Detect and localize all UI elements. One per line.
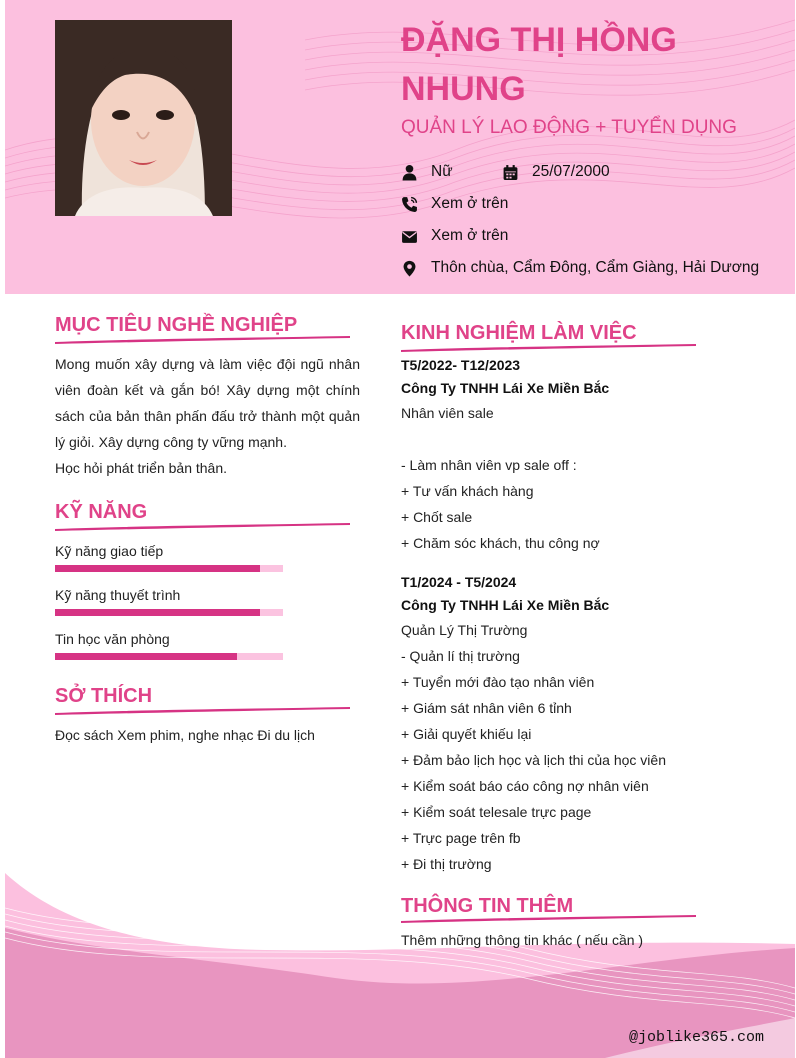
- objective-text-line2: Học hỏi phát triển bản thân.: [55, 460, 228, 476]
- job-role: Quản Lý Thị Trường: [401, 622, 528, 638]
- skill-bar-fill: [55, 653, 237, 660]
- address-row: [401, 257, 759, 279]
- job-detail: + Chốt sale: [401, 509, 473, 525]
- profile-photo: [55, 20, 232, 216]
- objective-text: Mong muốn xây dựng và làm việc đội ngũ nhân viên đoàn kết và gắn bó! Xây dựng một chính sách của bản thân phấn đấu trở thành một quản lý giỏi. Xây dựng công ty vững mạnh.: [55, 356, 360, 450]
- job-detail: + Trực page trên fb: [401, 830, 521, 846]
- skill-bar: [55, 609, 283, 616]
- email-row: [401, 225, 508, 247]
- job-detail: + Đi thị trường: [401, 856, 492, 872]
- job-detail: + Tuyển mới đào tạo nhân viên: [401, 674, 595, 690]
- phone-icon: [401, 196, 418, 213]
- hobbies-title: SỞ THÍCH: [55, 685, 153, 707]
- job-date: T1/2024 - T5/2024: [401, 574, 517, 590]
- skill-label: Kỹ năng thuyết trình: [55, 587, 181, 603]
- extra-info-text: Thêm những thông tin khác ( nếu cần ): [401, 932, 644, 948]
- skill-bar: [55, 653, 283, 660]
- skill-bar: [55, 565, 283, 572]
- job-company: Công Ty TNHH Lái Xe Miền Bắc: [401, 597, 610, 613]
- extra-info-title: THÔNG TIN THÊM: [401, 895, 574, 917]
- job-detail: + Đảm bảo lịch học và lịch thi của học viên: [401, 752, 666, 768]
- job-company: Công Ty TNHH Lái Xe Miền Bắc: [401, 380, 610, 396]
- desired-position: QUẢN LÝ LAO ĐỘNG + TUYỂN DỤNG: [401, 117, 737, 138]
- hobbies-underline: [55, 705, 350, 717]
- envelope-icon: [401, 228, 418, 245]
- job-detail: + Kiểm soát telesale trực page: [401, 804, 592, 820]
- experience-underline: [401, 342, 696, 354]
- skill-label: Kỹ năng giao tiếp: [55, 543, 164, 559]
- job-detail: + Giải quyết khiếu lại: [401, 726, 532, 742]
- objective-underline: [55, 334, 350, 346]
- job-detail: + Tư vấn khách hàng: [401, 483, 534, 499]
- candidate-name: ĐẶNG THỊ HỒNG NHUNG: [401, 21, 677, 108]
- birthday-value: 25/07/2000: [532, 163, 610, 180]
- experience-title: KINH NGHIỆM LÀM VIỆC: [401, 322, 637, 344]
- gender-row: [401, 161, 453, 183]
- map-pin-icon: [401, 260, 418, 277]
- skill-label: Tin học văn phòng: [55, 631, 170, 647]
- email-value: Xem ở trên: [431, 227, 509, 244]
- job-role: Nhân viên sale: [401, 405, 494, 421]
- cv-page: [5, 0, 795, 1058]
- job-date: T5/2022- T12/2023: [401, 357, 521, 373]
- extra-info-underline: [401, 913, 696, 925]
- hobbies-text: Đọc sách Xem phim, nghe nhạc Đi du lịch: [55, 727, 315, 743]
- job-detail: + Kiểm soát báo cáo công nợ nhân viên: [401, 778, 649, 794]
- objective-title: MỤC TIÊU NGHỀ NGHIỆP: [55, 314, 298, 336]
- phone-value: Xem ở trên: [431, 195, 509, 212]
- job-detail: + Giám sát nhân viên 6 tỉnh: [401, 700, 572, 716]
- skills-underline: [55, 521, 350, 533]
- calendar-icon: [502, 164, 519, 181]
- birthday-row: [502, 161, 610, 183]
- skill-bar-fill: [55, 609, 260, 616]
- address-value: Thôn chùa, Cẩm Đông, Cẩm Giàng, Hải Dương: [431, 259, 760, 276]
- watermark: @joblike365.com: [629, 1029, 765, 1046]
- skill-bar-fill: [55, 565, 260, 572]
- gender-value: Nữ: [431, 163, 453, 180]
- skills-title: KỸ NĂNG: [55, 501, 148, 523]
- job-detail: + Chăm sóc khách, thu công nợ: [401, 535, 600, 551]
- job-detail: - Quản lí thị trường: [401, 648, 520, 664]
- phone-row: [401, 193, 508, 215]
- job-detail: - Làm nhân viên vp sale off :: [401, 457, 577, 473]
- header: [5, 0, 795, 294]
- user-icon: [401, 164, 418, 181]
